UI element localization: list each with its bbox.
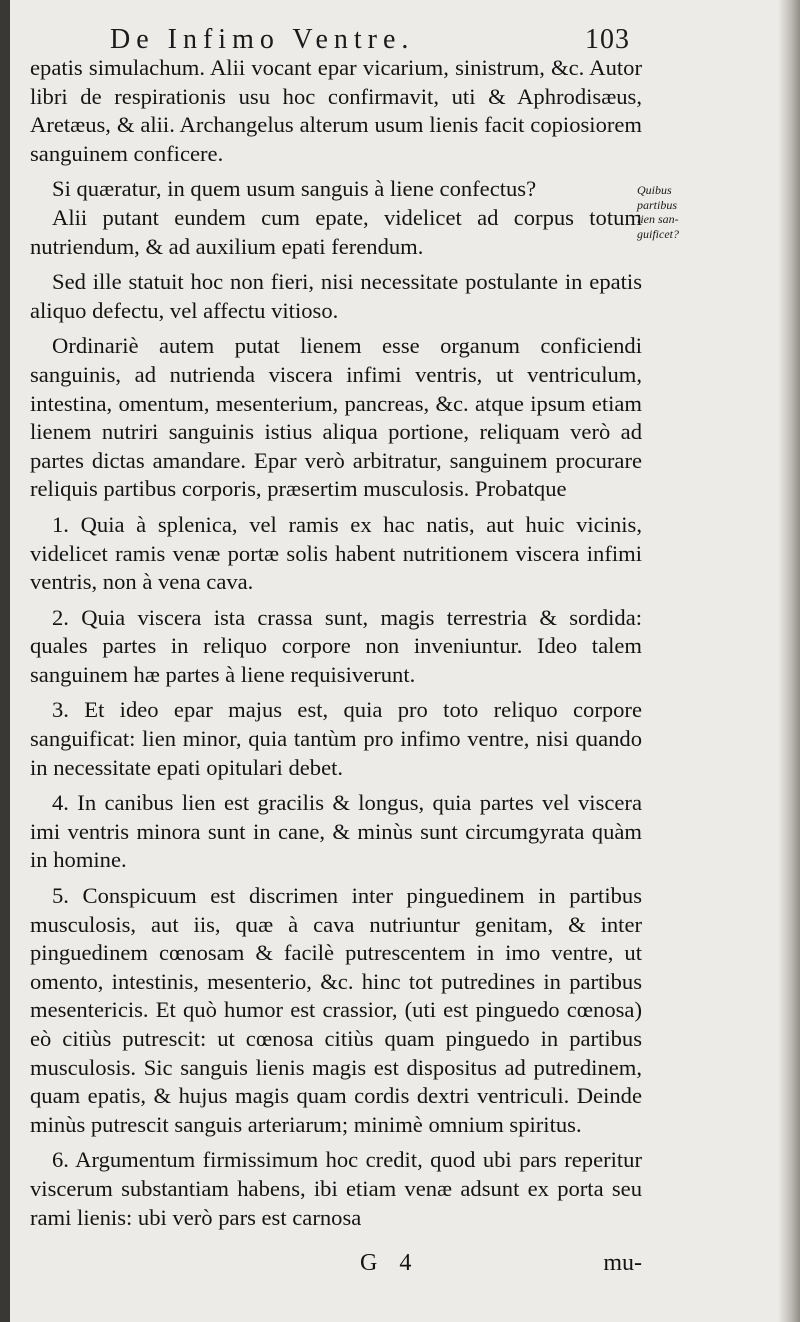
numbered-paragraph: 4. In canibus lien est gracilis & longus, quia partes vel viscera imi ventris minora sunt in cane, & minùs sunt circumgyrata quàm in homine. <box>30 790 642 873</box>
page-right-edge <box>778 0 800 1322</box>
numbered-paragraph: 1. Quia à splenica, vel ramis ex hac natis, aut huic vicinis, videlicet ramis venæ portæ solis habent nutritionem viscera infimi ventris, non à vena cava. <box>30 511 642 595</box>
paragraph: Ordinariè autem putat lienem esse organum conficiendi sanguinis, ad nutrienda viscera infimi ventris, ut ventriculum, intestina, omentum, mesenterium, pancreas, &c. atque ipsum etiam lienem nutriri sanguinis istius aliqua portione, reliquam verò ad partes dictas amandare. Epar verò arbitratur, sanguinem procurare reliquis partibus corporis, præsertim musculosis. Probatque <box>30 333 642 502</box>
catchword: mu- <box>603 1250 642 1276</box>
marginal-note-line: Quibus <box>637 183 672 197</box>
paragraph: Si quæratur, in quem usum sanguis à liene confectus? <box>52 176 537 202</box>
marginal-note-line: partibus <box>637 197 678 212</box>
marginal-note <box>637 183 717 241</box>
numbered-paragraph: 3. Et ideo epar majus est, quia pro toto reliquo corpore sanguificat: lien minor, quia tantùm pro infimo ventre, nisi quando in necessitate epati opitulari debet. <box>30 697 642 780</box>
page-left-edge <box>0 0 10 1322</box>
main-text <box>30 54 642 1232</box>
signature-mark: G 4 <box>360 1250 420 1276</box>
paragraph: Sed ille statuit hoc non fieri, nisi necessitate postulante in epatis aliquo defectu, vel affectu vitioso. <box>30 269 642 323</box>
paragraph: Alii putant eundem cum epate, videlicet ad corpus totum nutriendum, & ad auxilium epati ferendum. <box>30 204 642 259</box>
marginal-note-line: lien san- <box>637 212 679 226</box>
page-number: 103 <box>585 24 630 55</box>
numbered-paragraph: 5. Conspicuum est discrimen inter pinguedinem in partibus musculosis, aut iis, quæ à cava nutriuntur genitam, & inter pinguedinem cœnosam & facilè putrescentem in imo ventre, ut omento, intestinis, mesenterio, &c. hinc tot putredines in partibus mesentericis. Et quò humor est crassior, (uti est pinguedo cœnosa) eò citiùs putrescit: ut cœnosa citiùs quam pinguedo in partibus musculosis. Sic sanguis lienis magis est dispositus ad putredinem, quam epatis, & hujus magis quam cordis dextri ventriculi. Deinde minùs putrescit sanguis arteriarum; minimè omnium spiritus. <box>30 883 642 1137</box>
page-footer <box>30 1250 642 1280</box>
numbered-paragraph: 6. Argumentum firmissimum hoc credit, quod ubi pars reperitur viscerum substantiam habens, ibi etiam venæ adsunt ex porta seu rami lienis: ubi verò pars est carnosa <box>30 1147 642 1230</box>
running-title: De Infimo Ventre. <box>110 24 415 55</box>
running-header <box>110 24 630 54</box>
numbered-paragraph: 2. Quia viscera ista crassa sunt, magis terrestria & sordida: quales partes in reliquo corpore non inveniuntur. Ideo talem sanguinem hæ partes à liene requisiverunt. <box>30 604 642 687</box>
paragraph: epatis simulachum. Alii vocant epar vicarium, sinistrum, &c. Autor libri de respirationis usu hoc confirmavit, uti & Aphrodisæus, Aretæus, & alii. Archangelus alterum usum lienis facit copiosiorem sanguinem conficere. <box>30 55 642 166</box>
marginal-note-line: guificet? <box>637 226 679 241</box>
